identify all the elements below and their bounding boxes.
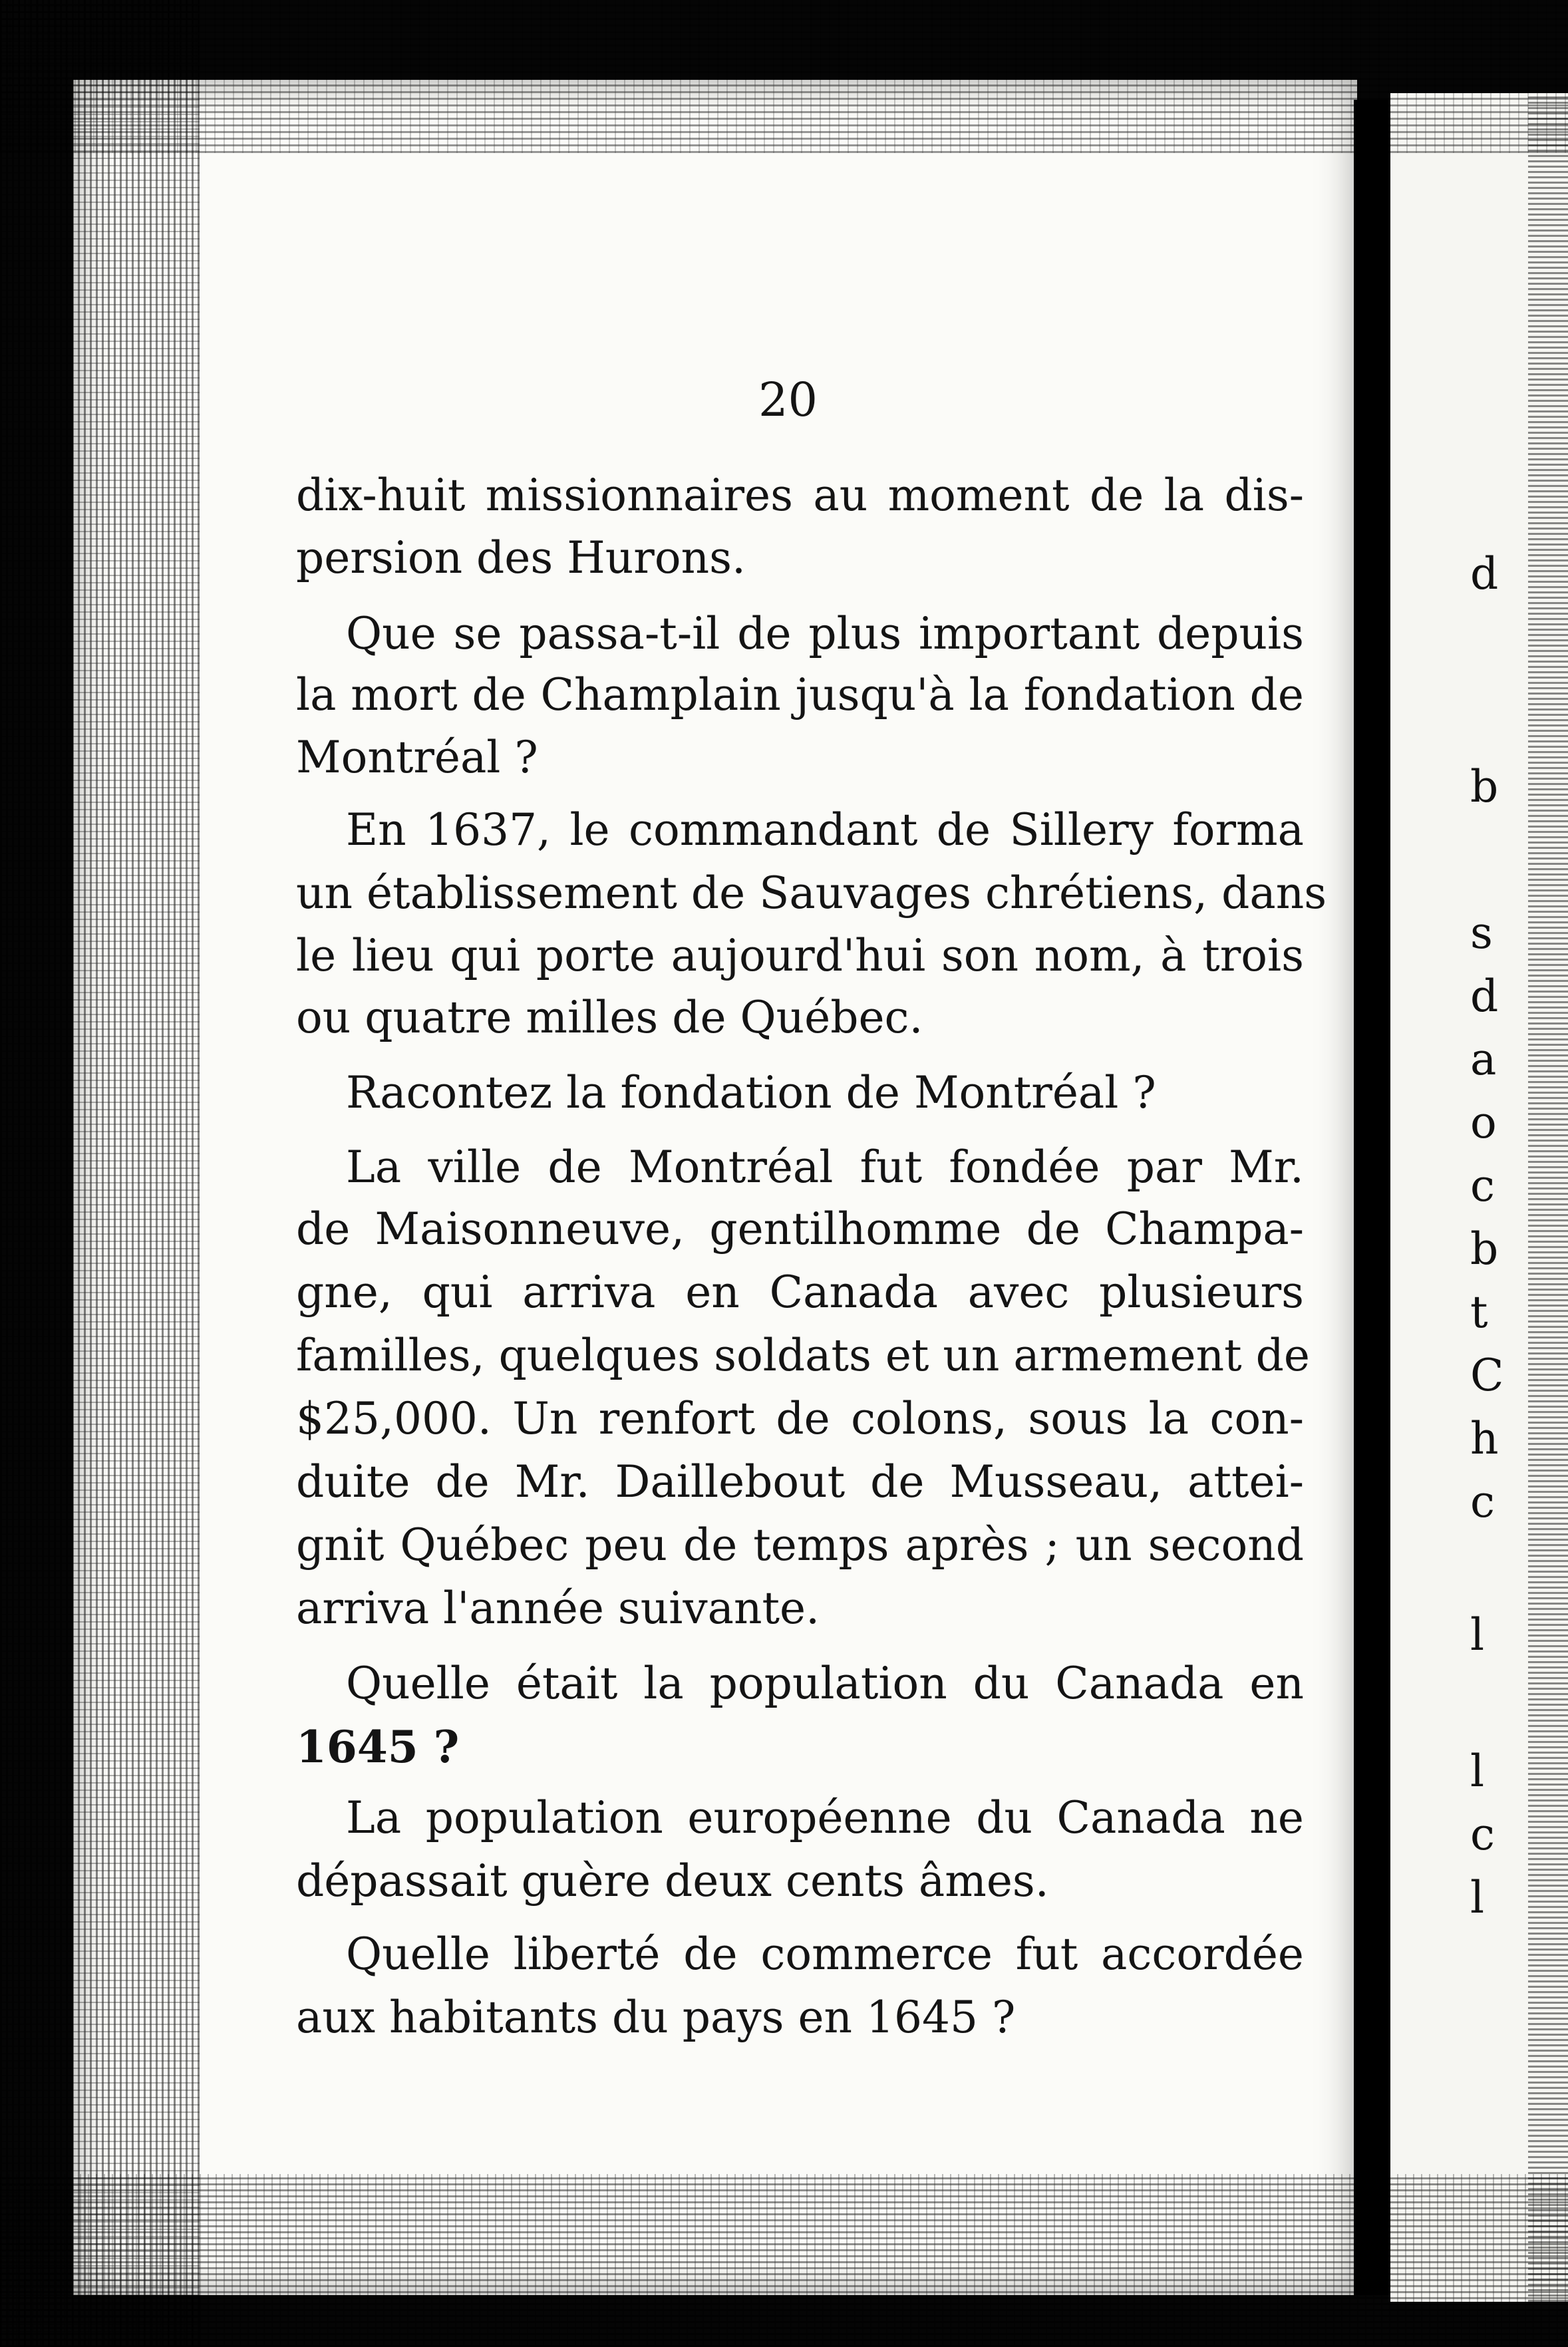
next-page-fragment: C <box>1470 1350 1504 1401</box>
question-line: Montréal ? <box>296 732 538 783</box>
answer-line: un établissement de Sauvages chrétiens, dans <box>296 867 1327 919</box>
page-number: 20 <box>758 373 818 427</box>
answer-line: familles, quelques soldats et un armement de <box>296 1330 1310 1381</box>
text-line: persion des Hurons. <box>296 532 746 583</box>
next-page-fragment: s <box>1470 907 1493 959</box>
scan-noise-left <box>0 0 200 2347</box>
answer-line: duite de Mr. Daillebout de Musseau, attei- <box>296 1456 1304 1507</box>
answer-line: $25,000. Un renfort de colons, sous la con- <box>296 1393 1304 1444</box>
question-line: Quelle liberté de commerce fut accordée <box>346 1929 1304 1980</box>
next-page-fragment: d <box>1470 971 1499 1022</box>
question-line: Quelle était la population du Canada en <box>346 1658 1304 1709</box>
scan-noise-top <box>0 0 1568 153</box>
next-page-strip <box>1390 93 1568 2302</box>
next-page-fragment: a <box>1470 1034 1497 1085</box>
answer-line: le lieu qui porte aujourd'hui son nom, à trois <box>296 930 1304 981</box>
next-page-fragment: t <box>1470 1287 1488 1338</box>
next-page-fragment: c <box>1470 1160 1495 1211</box>
scan-noise-bottom <box>0 2174 1568 2347</box>
question-line: Racontez la fondation de Montréal ? <box>346 1067 1156 1118</box>
answer-line: dépassait guère deux cents âmes. <box>296 1855 1049 1907</box>
next-page-fragment: l <box>1470 1872 1485 1923</box>
scan-edge-noise <box>1528 93 1568 2302</box>
next-page-fragment: o <box>1470 1097 1497 1148</box>
question-line: Que se passa-t-il de plus important depuis <box>346 608 1304 659</box>
next-page-fragment: l <box>1470 1609 1485 1660</box>
answer-line: La population européenne du Canada ne <box>346 1792 1304 1843</box>
answer-line: En 1637, le commandant de Sillery forma <box>346 804 1304 856</box>
next-page-fragment: c <box>1470 1476 1495 1527</box>
question-line: 1645 ? <box>296 1721 460 1773</box>
next-page-fragment: b <box>1470 761 1499 812</box>
text-line: dix-huit missionnaires au moment de la dis- <box>296 470 1304 521</box>
answer-line: de Maisonneuve, gentilhomme de Champa- <box>296 1203 1304 1255</box>
next-page-fragment: b <box>1470 1223 1499 1275</box>
answer-line: arriva l'année suivante. <box>296 1583 820 1634</box>
answer-line: La ville de Montréal fut fondée par Mr. <box>346 1142 1304 1193</box>
book-gutter <box>1354 100 1390 2295</box>
next-page-fragment: c <box>1470 1809 1495 1860</box>
question-line: la mort de Champlain jusqu'à la fondation de <box>296 669 1304 720</box>
answer-line: gne, qui arriva en Canada avec plusieurs <box>296 1267 1304 1318</box>
question-line: aux habitants du pays en 1645 ? <box>296 1992 1016 2043</box>
answer-line: gnit Québec peu de temps après ; un second <box>296 1519 1304 1571</box>
answer-line: ou quatre milles de Québec. <box>296 992 923 1043</box>
next-page-fragment: l <box>1470 1746 1485 1797</box>
next-page-fragment: h <box>1470 1413 1499 1464</box>
next-page-fragment: d <box>1470 548 1499 599</box>
